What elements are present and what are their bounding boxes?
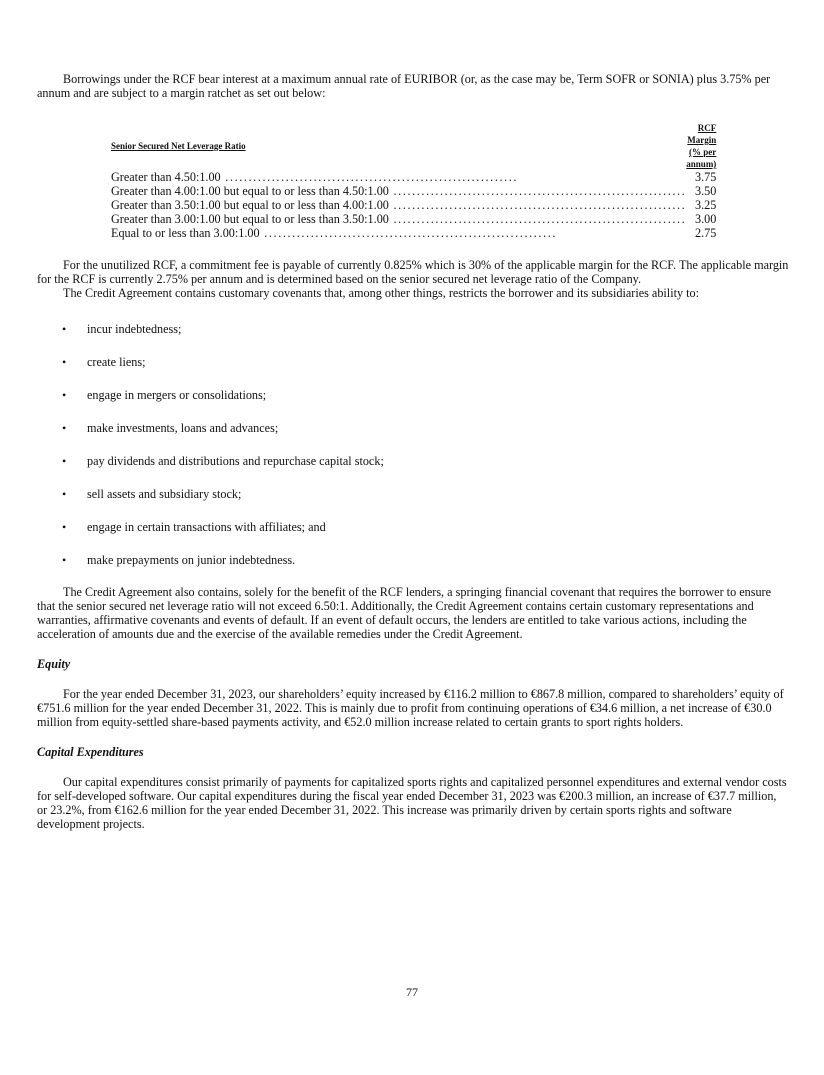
- list-item-text: make prepayments on junior indebtedness.: [87, 553, 296, 567]
- table-cell-margin: 2.75: [694, 226, 717, 240]
- list-item-text: create liens;: [87, 355, 146, 369]
- dot-leader: ...............................................................: [388, 184, 687, 198]
- list-item: [37, 322, 789, 336]
- bullet-icon: •: [62, 421, 67, 435]
- list-item-text: engage in mergers or consolidations;: [87, 388, 267, 402]
- commitment-fee-paragraph: For the unutilized RCF, a commitment fee is payable of currently 0.825% which is 30% of the applicable margin for the RCF. The applicable margin for the RCF is currently 2.75% per annum and is determined based on the senior secured net leverage ratio of the Company.: [37, 258, 789, 286]
- borrowings-paragraph: Borrowings under the RCF bear interest at a maximum annual rate of EURIBOR (or, as the case may be, Term SOFR or SONIA) plus 3.75% per annum and are subject to a margin ratchet as set out below:: [37, 72, 771, 100]
- equity-heading: Equity: [37, 657, 71, 671]
- dot-leader: ...............................................................: [220, 170, 519, 184]
- ratio-text: Greater than 4.50:1.00: [111, 170, 221, 184]
- rcf-margin-table: [111, 122, 716, 240]
- table-cell-margin: 3.75: [694, 170, 717, 184]
- ratio-text: Greater than 4.00:1.00 but equal to or less than 4.50:1.00: [111, 184, 389, 198]
- table-row: [111, 184, 716, 198]
- table-cell-margin: 3.25: [694, 198, 717, 212]
- header-leverage-ratio: Senior Secured Net Leverage Ratio: [111, 141, 246, 151]
- capex-paragraph: Our capital expenditures consist primarily of payments for capitalized sports rights and capitalized personnel expenditures and external vendor costs for self-developed software. Our capital expenditures during the fiscal year ended December 31, 2023 was €200.3 million, an increase of €37.7 million, or 23.2%, from €162.6 million for the year ended December 31, 2022. This increase was primarily driven by certain sports rights and software development projects.: [37, 775, 787, 831]
- table-cell-ratio: [111, 198, 686, 212]
- table-row: [111, 198, 716, 212]
- ratio-text: Equal to or less than 3.00:1.00: [111, 226, 260, 240]
- list-item: [37, 520, 789, 534]
- list-item: [37, 355, 789, 369]
- table-row: [111, 212, 716, 226]
- capex-heading: Capital Expenditures: [37, 745, 144, 759]
- table-cell-ratio: [111, 170, 686, 184]
- ratio-text: Greater than 3.50:1.00 but equal to or less than 4.00:1.00: [111, 198, 389, 212]
- header-rcf-margin: RCF Margin (% per annum): [686, 123, 717, 169]
- list-item-text: pay dividends and distributions and repurchase capital stock;: [87, 454, 384, 468]
- list-item: [37, 454, 789, 468]
- table-row: [111, 170, 716, 184]
- list-item-text: sell assets and subsidiary stock;: [87, 487, 242, 501]
- table-cell-ratio: [111, 212, 686, 226]
- bullet-icon: •: [62, 553, 67, 567]
- list-item-text: engage in certain transactions with affiliates; and: [87, 520, 326, 534]
- bullet-icon: •: [62, 355, 67, 369]
- bullet-icon: •: [62, 322, 67, 336]
- dot-leader: ...............................................................: [259, 226, 558, 240]
- list-item: [37, 388, 789, 402]
- table-cell-margin: 3.50: [694, 184, 717, 198]
- springing-covenant-paragraph: The Credit Agreement also contains, solely for the benefit of the RCF lenders, a springing financial covenant that requires the borrower to ensure that the senior secured net leverage ratio will not exceed 6.50:1. Additionally, the Credit Agreement contains certain customary representations and warranties, affirmative covenants and events of default. If an event of default occurs, the lenders are entitled to take various actions, including the acceleration of amounts due and the exercise of the available remedies under the Credit Agreement.: [37, 585, 772, 641]
- table-row: [111, 226, 716, 240]
- table-cell-ratio: [111, 226, 686, 240]
- list-item: [37, 553, 789, 567]
- equity-paragraph: For the year ended December 31, 2023, our shareholders’ equity increased by €116.2 million to €867.8 million, compared to shareholders’ equity of €751.6 million for the year ended December 31, 2022. This is mainly due to profit from continuing operations of €34.6 million, a net increase of €30.0 million from equity-settled share-based payments activity, and €52.0 million increase related to certain grants to sport rights holders.: [37, 687, 784, 729]
- bullet-icon: •: [62, 388, 67, 402]
- bullet-icon: •: [62, 487, 67, 501]
- covenant-list: [37, 322, 789, 567]
- document-page: [37, 72, 789, 831]
- bullet-icon: •: [62, 454, 67, 468]
- list-item: [37, 487, 789, 501]
- list-item-text: incur indebtedness;: [87, 322, 182, 336]
- list-item: [37, 421, 789, 435]
- page-number: 77: [406, 985, 418, 999]
- dot-leader: ...............................................................: [388, 198, 687, 212]
- bullet-icon: •: [62, 520, 67, 534]
- ratio-text: Greater than 3.00:1.00 but equal to or less than 3.50:1.00: [111, 212, 389, 226]
- table-header-row: [111, 122, 716, 170]
- list-item-text: make investments, loans and advances;: [87, 421, 279, 435]
- table-cell-margin: 3.00: [694, 212, 717, 226]
- dot-leader: ...............................................................: [388, 212, 687, 226]
- table-cell-ratio: [111, 184, 686, 198]
- covenants-intro-paragraph: The Credit Agreement contains customary covenants that, among other things, restricts the borrower and its subsidiaries ability to:: [63, 286, 699, 300]
